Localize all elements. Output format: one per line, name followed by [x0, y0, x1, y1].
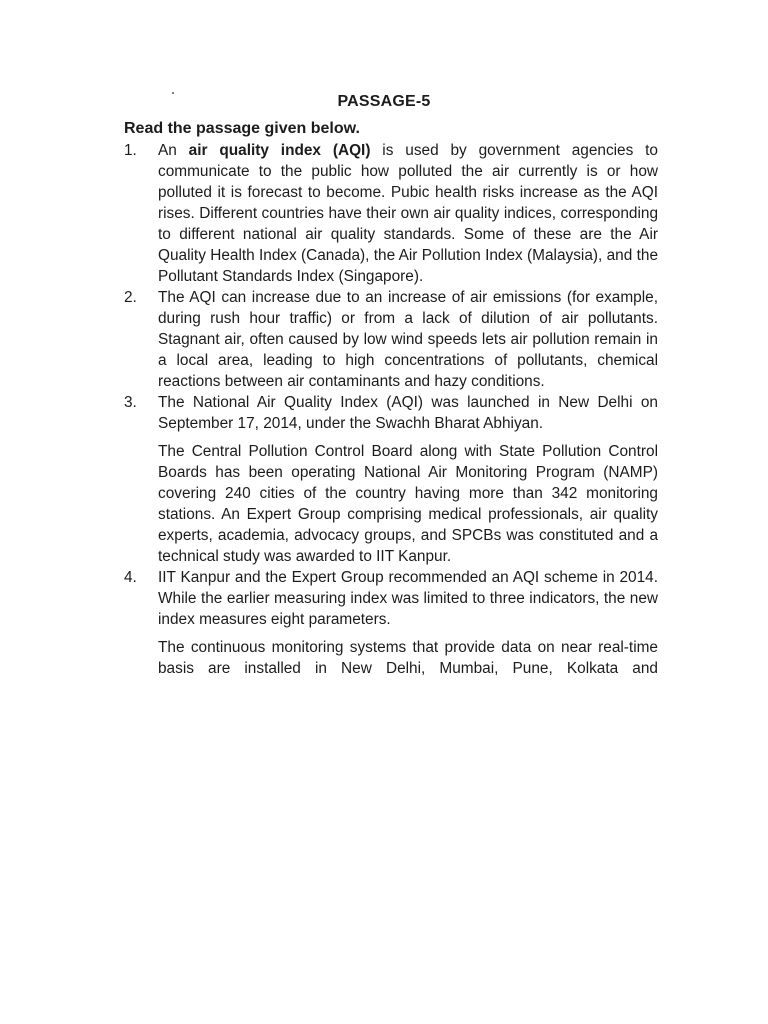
item-text: An	[158, 142, 189, 159]
item-number: 3.	[124, 394, 137, 411]
item-paragraph: IIT Kanpur and the Expert Group recommended an AQI scheme in 2014. While the earlier measuring index was limited to three indicators, the new index measures eight parameters.	[158, 569, 658, 628]
item-number: 4.	[124, 569, 137, 586]
item-paragraph: The continuous monitoring systems that provide data on near real-time basis are installed in New Delhi, Mumbai, Pune, Kolkata and	[158, 639, 658, 677]
passage-title: PASSAGE-5	[337, 93, 431, 110]
item-bold-term: air quality index (AQI)	[188, 142, 371, 159]
item-number: 1.	[124, 142, 137, 159]
item-paragraph: The Central Pollution Control Board along with State Pollution Control Boards has been operating National Air Monitoring Program (NAMP) covering 240 cities of the country having more than 342 monitoring stations. An Expert Group comprising medical professionals, air quality experts, academia, advocacy groups, and SPCBs was constituted and a technical study was awarded to IIT Kanpur.	[158, 443, 658, 565]
list-item-3	[124, 392, 658, 567]
list-item-4	[124, 567, 658, 679]
passage-instruction: Read the passage given below.	[124, 120, 360, 137]
item-paragraph	[158, 140, 658, 287]
item-paragraph: The National Air Quality Index (AQI) was launched in New Delhi on September 17, 2014, under the Swachh Bharat Abhiyan.	[158, 394, 658, 432]
list-item-2	[124, 287, 658, 392]
item-paragraph: The AQI can increase due to an increase of air emissions (for example, during rush hour traffic) or from a lack of dilution of air pollutants. Stagnant air, often caused by low wind speeds lets air pollution remain in a local area, leading to high concentrations of pollutants, chemical reactions between air contaminants and hazy conditions.	[158, 289, 658, 390]
item-text: is used by government agencies to communicate to the public how polluted the air currently is or how polluted it is forecast to become. Pubic health risks increase as the AQI rises. Different countries have their own air quality indices, corresponding to different national air quality standards. Some of these are the Air Quality Health Index (Canada), the Air Pollution Index (Malaysia), and the Pollutant Standards Index (Singapore).	[158, 142, 658, 285]
passage-list	[124, 140, 658, 679]
list-item-1	[124, 140, 658, 287]
item-number: 2.	[124, 289, 137, 306]
